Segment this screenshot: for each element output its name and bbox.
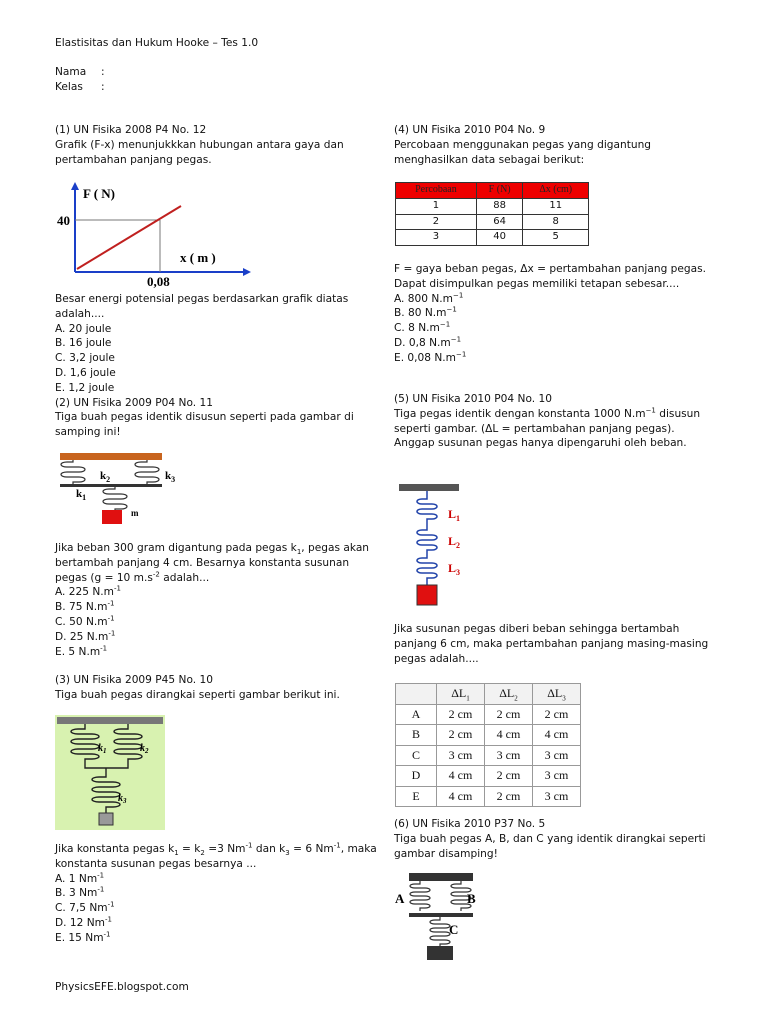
- q5-spring-l3: [417, 555, 437, 585]
- q3-k1-label: k: [98, 743, 103, 754]
- q2-mass: [102, 510, 122, 524]
- q2-option-e: E. 5 $N.m^{-1}$: [55, 644, 108, 658]
- table-cell: 2 cm: [437, 725, 485, 746]
- page-title: Elastisitas dan Hukum Hooke – Tes 1.0: [55, 37, 259, 49]
- table-cell: 3 cm: [533, 745, 581, 766]
- question-3: [55, 673, 380, 703]
- q3-k3-label: k: [118, 793, 123, 804]
- table-row: [396, 214, 589, 230]
- q5-ceiling: [399, 484, 459, 491]
- q5-spring-figure: [395, 482, 475, 610]
- svg-text:L2: [448, 534, 460, 550]
- q2-k2-sub: 2: [106, 475, 111, 484]
- q5-l2-label: L: [448, 534, 457, 548]
- svg-text:L3: [448, 561, 460, 577]
- q3-option-d: D. 12 $Nm^{-1}$: [55, 915, 112, 929]
- table-cell: 4 cm: [437, 766, 485, 787]
- table-cell: 5: [523, 230, 589, 246]
- q2-spring-right: [135, 460, 159, 484]
- q6-b-label: B: [467, 891, 476, 906]
- q2-body: [55, 541, 380, 659]
- table-cell: 4 cm: [485, 725, 533, 746]
- kelas-label: Kelas: [55, 81, 83, 93]
- q4-option-a: A. 800 $N.m^{-1}$: [394, 291, 464, 305]
- table-cell: [396, 684, 437, 705]
- q5-l3-label: L: [448, 561, 457, 575]
- q5-l1-label: L: [448, 507, 457, 521]
- table-cell: 4 cm: [533, 725, 581, 746]
- q1-x-label: x ( m ): [180, 250, 216, 265]
- table-cell: 2 cm: [485, 704, 533, 725]
- q1-data-line: [77, 206, 181, 269]
- q4-option-d: D. 0,8 $N.m^{-1}$: [394, 335, 462, 349]
- svg-text:k3: [165, 470, 175, 484]
- q1-option-b: B. 16 joule: [55, 337, 112, 350]
- q1-x-value: 0,08: [147, 274, 170, 289]
- q3-k2-label: k: [140, 743, 145, 754]
- q3-k3-sub: 3: [123, 797, 127, 805]
- table-cell: A: [396, 704, 437, 725]
- question-5: [394, 392, 709, 451]
- q4-note: F = gaya beban pegas, Δx = pertambahan panjang pegas. Dapat disimpulkan pegas memiliki tetapan sebesar....: [394, 263, 707, 290]
- footer-site: PhysicsEFE.blogspot.com: [55, 981, 189, 993]
- q6-mass: [427, 946, 453, 960]
- q5-header-dl1: $\Delta L_1$: [437, 684, 485, 705]
- kelas-colon: :: [101, 81, 105, 93]
- q1-body: [55, 292, 380, 440]
- q3-ceiling: [57, 717, 163, 724]
- q5-spring-l1: [417, 491, 437, 526]
- table-cell: 2 cm: [485, 766, 533, 787]
- q4-source: (4) UN Fisika 2010 P04 No. 9: [394, 124, 546, 136]
- q3-mass: [99, 813, 113, 825]
- q4-option-b: B. 80 $N.m^{-1}$: [394, 305, 457, 320]
- table-cell: 3 cm: [485, 745, 533, 766]
- q4-option-e: E. 0,08 $N.m^{-1}$: [394, 350, 467, 364]
- table-row: [396, 198, 589, 214]
- q6-ceiling: [409, 873, 473, 881]
- q4-data-table: [395, 182, 589, 246]
- q5-spring-l2: [417, 526, 437, 555]
- q5-l2-sub: 2: [456, 541, 461, 550]
- q1-option-d: D. 1,6 joule: [55, 366, 116, 379]
- q5-l1-sub: 1: [456, 514, 461, 523]
- q2-spring-left: [61, 460, 85, 484]
- table-cell: 1: [396, 198, 477, 214]
- q5-text: Tiga pegas identik dengan konstanta 1000 $N.m^{-1}$ disusun seperti gambar. (ΔL = pertambahan panjang pegas). Anggap susunan pegas hanya dipengaruhi oleh beban.: [394, 406, 701, 450]
- q2-k1-sub: 1: [82, 493, 87, 502]
- table-cell: 2 cm: [485, 786, 533, 807]
- q6-spring-a: [410, 881, 430, 911]
- question-6: [394, 817, 714, 861]
- q4-header-f: F (N): [476, 183, 523, 199]
- table-cell: 8: [523, 214, 589, 230]
- q2-text: Tiga buah pegas identik disusun seperti pada gambar di samping ini!: [55, 411, 354, 439]
- q3-text: Tiga buah pegas dirangkai seperti gambar berikut ini.: [55, 688, 340, 701]
- q3-k2-sub: 2: [145, 747, 149, 755]
- q6-bar: [409, 913, 473, 917]
- table-cell: C: [396, 745, 437, 766]
- q1-fx-graph: [55, 180, 255, 290]
- q2-k3-label: k: [165, 470, 172, 482]
- q1-y-value: 40: [57, 213, 70, 228]
- q6-c-label: C: [449, 922, 459, 937]
- q5-header-dl2: $\Delta L_2$: [485, 684, 533, 705]
- q4-body: [394, 262, 714, 366]
- q3-body: [55, 842, 380, 946]
- q2-source: (2) UN Fisika 2009 P04 No. 11: [55, 396, 213, 409]
- table-cell: 4 cm: [437, 786, 485, 807]
- table-cell: 3 cm: [533, 766, 581, 787]
- q6-text: Tiga buah pegas A, B, dan C yang identik dirangkai seperti gambar disamping!: [394, 832, 706, 860]
- table-cell: 11: [523, 198, 589, 214]
- q2-m-label: m: [131, 508, 139, 518]
- q5-question: Jika susunan pegas diberi beban sehingga bertambah panjang 6 cm, maka pertambahan panjang masing-masing pegas adalah....: [394, 623, 709, 665]
- q2-spring-figure: [55, 450, 195, 530]
- q2-bar: [60, 484, 162, 487]
- q1-text: Grafik (F-x) menunjukkkan hubungan antara gaya dan pertambahan panjang pegas.: [55, 138, 344, 166]
- q6-spring-c: [430, 916, 450, 948]
- q2-question: Jika beban 300 gram digantung pada pegas $k_1$, pegas akan bertambah panjang 4 cm. Besarnya konstanta susunan pegas (g = 10 $m.s^{-2}$ adalah...: [55, 542, 370, 584]
- table-row: [396, 745, 581, 766]
- q2-option-c: C. 50 $N.m^{-1}$: [55, 614, 115, 628]
- table-row: [396, 725, 581, 746]
- q4-header-percobaan: Percobaan: [396, 183, 477, 199]
- question-4: [394, 123, 694, 167]
- q4-header-dx: Δx (cm): [523, 183, 589, 199]
- q2-k3-sub: 3: [171, 475, 176, 484]
- q6-source: (6) UN Fisika 2010 P37 No. 5: [394, 818, 546, 830]
- question-1: [55, 123, 380, 167]
- q3-option-c: C. 7,5 $Nm^{-1}$: [55, 900, 115, 915]
- svg-text:L1: [448, 507, 460, 523]
- q5-mass: [417, 585, 437, 605]
- q2-option-a: A. 225 $N.m^{-1}$: [55, 584, 121, 599]
- table-row: [396, 704, 581, 725]
- table-cell: 64: [476, 214, 523, 230]
- q2-k2-label: k: [100, 470, 107, 482]
- q3-source: (3) UN Fisika 2009 P45 No. 10: [55, 674, 213, 686]
- q5-l3-sub: 3: [456, 568, 461, 577]
- q1-option-a: A. 20 joule: [55, 322, 112, 335]
- table-cell: 3: [396, 230, 477, 246]
- table-row: [396, 766, 581, 787]
- nama-colon: :: [101, 66, 105, 78]
- q1-source: (1) UN Fisika 2008 P4 No. 12: [55, 124, 207, 136]
- table-row: [396, 230, 589, 246]
- table-cell: E: [396, 786, 437, 807]
- table-cell: 3 cm: [533, 786, 581, 807]
- q5-source: (5) UN Fisika 2010 P04 No. 10: [394, 393, 552, 405]
- q2-spring-bottom: [103, 487, 127, 512]
- q4-text: Percobaan menggunakan pegas yang digantung menghasilkan data sebagai berikut:: [394, 138, 652, 166]
- q1-option-c: C. 3,2 joule: [55, 352, 115, 365]
- table-cell: D: [396, 766, 437, 787]
- q3-k1-sub: 1: [103, 747, 107, 755]
- q6-a-label: A: [395, 891, 405, 906]
- q1-y-arrow: [71, 182, 79, 190]
- q3-option-a: A. 1 $Nm^{-1}$: [55, 871, 105, 885]
- q6-spring-figure: [395, 870, 490, 962]
- q5-body: [394, 622, 714, 666]
- q1-question: Besar energi potensial pegas berdasarkan grafik diatas adalah....: [55, 293, 349, 320]
- q2-option-d: D. 25 $N.m^{-1}$: [55, 629, 116, 643]
- q1-x-arrow: [243, 268, 251, 276]
- table-cell: B: [396, 725, 437, 746]
- table-cell: 2 cm: [533, 704, 581, 725]
- table-cell: 3 cm: [437, 745, 485, 766]
- q1-y-label: F ( N): [83, 186, 116, 201]
- q5-header-dl3: $\Delta L_3$: [533, 684, 581, 705]
- q2-option-b: B. 75 $N.m^{-1}$: [55, 599, 115, 614]
- q5-answer-table: [395, 683, 581, 807]
- table-cell: 88: [476, 198, 523, 214]
- svg-text:k1: [76, 488, 86, 502]
- q3-option-b: B. 3 $Nm^{-1}$: [55, 885, 105, 900]
- table-cell: 2: [396, 214, 477, 230]
- q2-k1-label: k: [76, 488, 83, 500]
- table-cell: 2 cm: [437, 704, 485, 725]
- table-row: [396, 786, 581, 807]
- q3-question: Jika konstanta pegas $k_1 = k_2 =3$ $Nm^{-1}$ dan $k_3 = 6$ $Nm^{-1}$, maka konstanta susunan pegas besarnya ...: [55, 841, 377, 870]
- q2-ceiling: [60, 453, 162, 460]
- nama-label: Nama: [55, 66, 87, 78]
- svg-text:k2: [100, 470, 110, 484]
- q4-option-c: C. 8 $N.m^{-1}$: [394, 320, 451, 335]
- table-cell: 40: [476, 230, 523, 246]
- q1-option-e: E. 1,2 joule: [55, 381, 115, 394]
- q3-spring-figure: [55, 715, 165, 830]
- q3-option-e: E. 15 $Nm^{-1}$: [55, 930, 111, 944]
